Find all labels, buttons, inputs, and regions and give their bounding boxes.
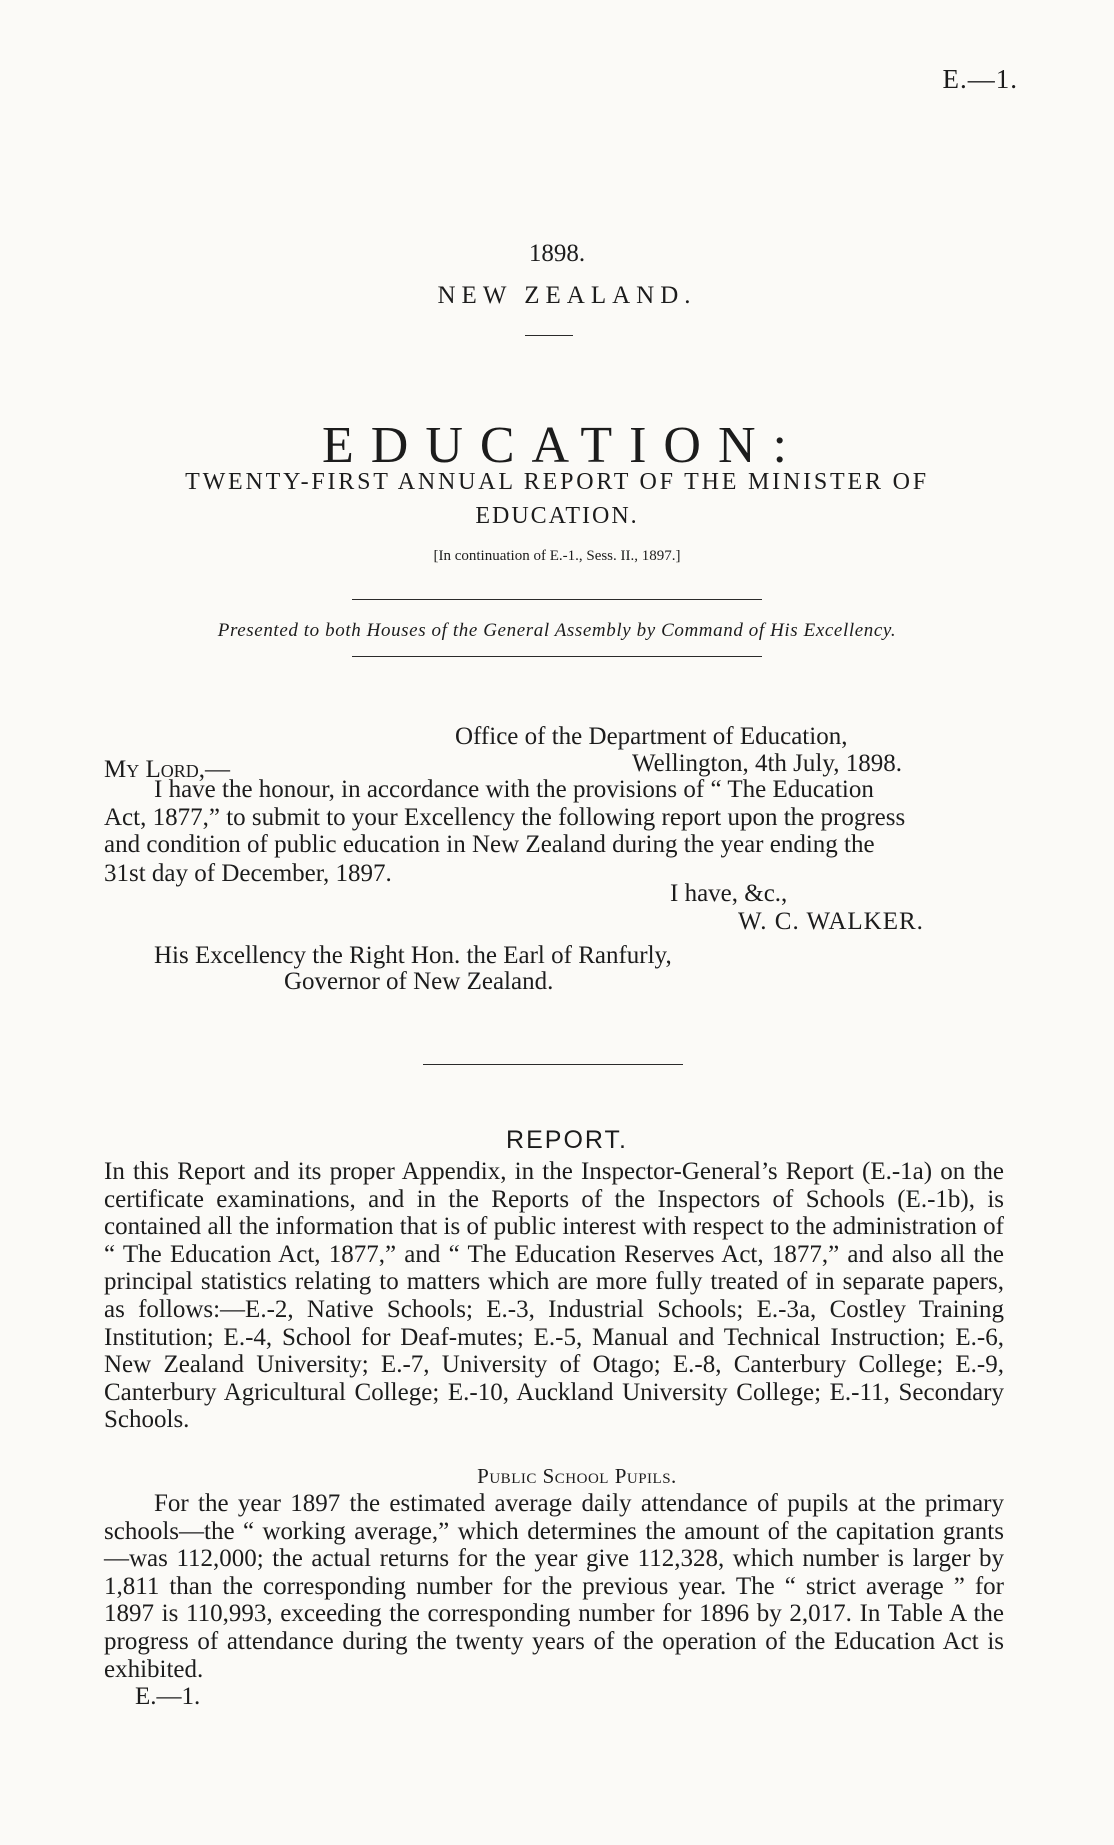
section-paragraph-public-school-pupils: For the year 1897 the estimated average daily attendance of pupils at the primary schools—the “ working average,” which determines the amount of the capitation grants—was 112,000; the actual returns for the year give 112,328, which number is larger by 1,811 than the corresponding number for the previous year. The “ strict average ” for 1897 is 110,993, exceeding the corresponding number for 1896 by 2,017. In Table A the progress of attendance during the twenty years of the operation of the Education Act is exhibited. [104,1490,1004,1683]
report-heading: REPORT. [506,1126,628,1154]
letter-signature: W. C. WALKER. [738,908,924,935]
subtitle-line-1: TWENTY-FIRST ANNUAL REPORT OF THE MINISTER OF [185,469,929,495]
document-year: 1898. [528,240,586,267]
footer-document-code: E.—1. [135,1683,201,1710]
subtitle-line-2: EDUCATION. [475,503,639,529]
report-intro-paragraph: In this Report and its proper Appendix, in the Inspector-General’s Report (E.-1a) on the certificate examinations, and in the Reports of the Inspectors of Schools (E.-1b), is contained all the information that is of public interest with respect to the administration of “ The Education Act, 1877,” and “ The Education Reserves Act, 1877,” and also all the principal statistics relating to matters which are more fully treated of in separate papers, as follows:—E.-2, Native Schools; E.-3, Industrial Schools; E.-3a, Costley Training Institution; E.-4, School for Deaf-mutes; E.-5, Manual and Technical Instruction; E.-6, New Zealand University; E.-7, University of Otago; E.-8, Canterbury College; E.-9, Canterbury Agricultural College; E.-10, Auckland University College; E.-11, Secondary Schools. [104,1158,1004,1434]
letter-body-line-2: Act, 1877,” to submit to your Excellency the following report upon the progress [104,804,906,831]
letter-body-line-4: 31st day of December, 1897. [104,860,392,887]
main-title: EDUCATION: [322,417,804,474]
letter-addressee-line-2: Governor of New Zealand. [284,968,554,995]
continuation-note: [In continuation of E.-1., Sess. II., 1897.] [433,548,681,564]
presented-rule-bottom [352,656,762,657]
letter-office: Office of the Department of Education, [455,723,848,750]
presented-rule-top [352,599,762,600]
letter-addressee-line-1: His Excellency the Right Hon. the Earl of Ranfurly, [154,942,672,969]
document-code: E.—1. [942,64,1018,94]
letter-end-rule [423,1064,683,1065]
country-heading: NEW ZEALAND. [437,282,697,309]
header-rule [525,335,573,336]
letter-closing: I have, &c., [670,880,788,907]
letter-body-line-3: and condition of public education in New Zealand during the year ending the [104,831,875,858]
presented-note: Presented to both Houses of the General Assembly by Command of His Excellency. [217,620,897,641]
letter-place-date: Wellington, 4th July, 1898. [632,750,902,777]
letter-salutation: My Lord,— [104,756,231,783]
section-heading-public-school-pupils: Public School Pupils. [477,1464,677,1488]
letter-body-line-1: I have the honour, in accordance with the provisions of “ The Education [154,776,874,803]
